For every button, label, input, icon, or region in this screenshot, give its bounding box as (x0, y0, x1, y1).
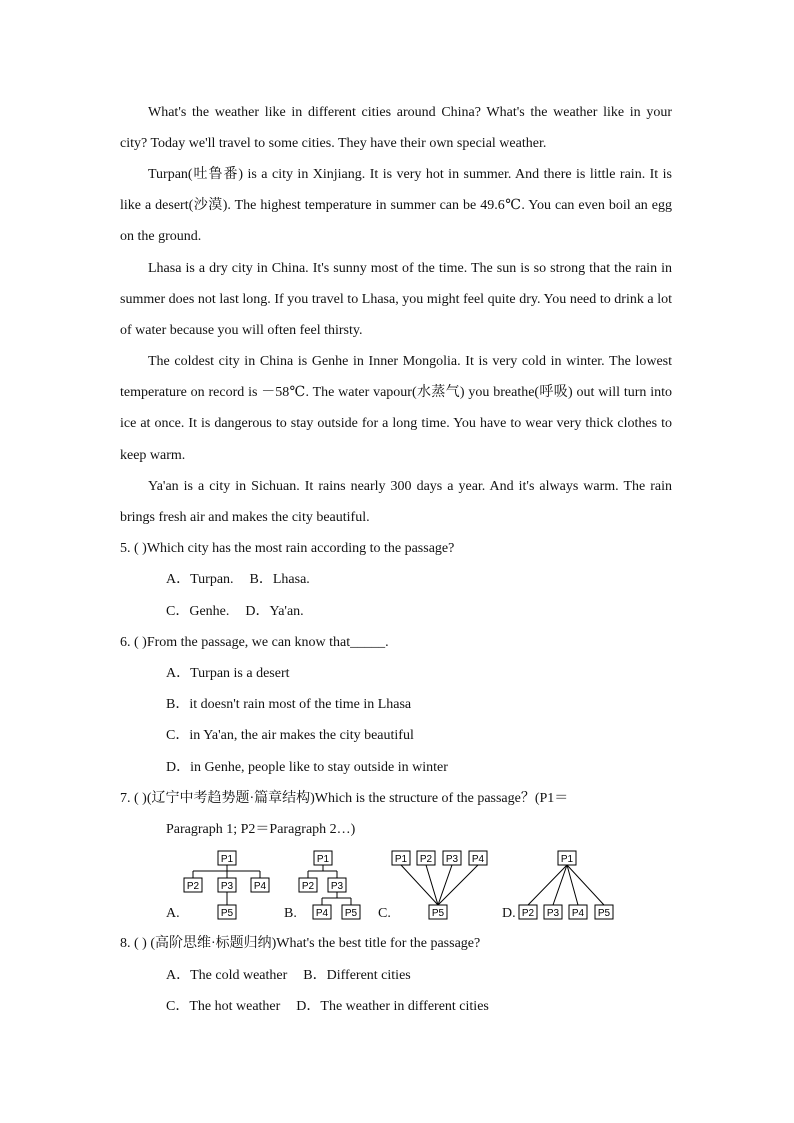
diagram-c-label-p2: P2 (419, 854, 433, 865)
diagram-b-label-p3: P3 (330, 881, 344, 892)
question-8-options-row-1 (166, 966, 427, 986)
structure-diagram-svg (166, 844, 626, 926)
question-7-option-c-label[interactable]: C. (378, 906, 391, 921)
diagram-a-label-p5: P5 (220, 908, 234, 919)
diagram-option-a[interactable] (184, 851, 269, 919)
diagram-c-link (438, 865, 478, 905)
diagram-c-label-p3: P3 (445, 854, 459, 865)
passage-paragraph-3: Lhasa is a dry city in China. It's sunny most of the time. The sun is so strong that the rain in summer does not last long. If you travel to Lhasa, you might feel quite dry. You need to drink a lot of water because you will often feel thirsty. (120, 261, 672, 339)
diagram-option-c[interactable] (392, 851, 487, 919)
diagram-b-label-p4: P4 (315, 908, 329, 919)
question-7-option-d-label[interactable]: D. (502, 906, 516, 921)
diagram-c-label-p1: P1 (394, 854, 408, 865)
question-8-options-row-2 (166, 997, 505, 1017)
diagram-c-label-p4: P4 (471, 854, 485, 865)
question-6-option-a[interactable]: A．Turpan is a desert (166, 666, 290, 681)
question-8-stem: 8. ( ) (高阶思维·标题归纳)What's the best title for the passage? (120, 936, 481, 951)
question-5-option-d[interactable]: D．Ya'an. (245, 604, 304, 619)
passage-paragraph-1: What's the weather like in different cities around China? What's the weather like in your city? Today we'll travel to some cities. They have their own special weather. (120, 105, 672, 152)
question-6-option-b[interactable]: B．it doesn't rain most of the time in Lhasa (166, 697, 412, 712)
diagram-d-link (528, 865, 567, 905)
diagram-d-link (553, 865, 567, 905)
diagram-d-label-p1: P1 (560, 854, 574, 865)
diagram-d-label-p5: P5 (597, 908, 611, 919)
question-7-option-a-label[interactable]: A. (166, 906, 180, 921)
question-5-options-row-1 (166, 570, 326, 590)
question-5-option-b[interactable]: B．Lhasa. (249, 572, 310, 587)
question-8-option-c[interactable]: C．The hot weather (166, 999, 281, 1014)
passage-paragraph-5: Ya'an is a city in Sichuan. It rains nearly 300 days a year. And it's always warm. The rain brings fresh air and makes the city beautiful. (120, 479, 672, 526)
diagram-a-label-p3: P3 (220, 881, 234, 892)
structure-diagrams (166, 844, 626, 926)
question-8-option-d[interactable]: D．The weather in different cities (296, 999, 489, 1014)
diagram-c-link (438, 865, 452, 905)
question-7-stem-continued: Paragraph 1; P2＝Paragraph 2…) (166, 822, 356, 837)
question-6-option-c[interactable]: C．in Ya'an, the air makes the city beautiful (166, 728, 414, 743)
passage-paragraph-2: Turpan(吐鲁番) is a city in Xinjiang. It is very hot in summer. And there is little rain. It is like a desert(沙漠). The highest temperature in summer can be 49.6℃. You can even boil an egg on the ground. (120, 167, 672, 245)
passage-paragraph-4: The coldest city in China is Genhe in Inner Mongolia. It is very cold in winter. The lowest temperature on record is －58℃. The water vapour(水蒸气) you breathe(呼吸) out will turn into ice at once. It is dangerous to stay outside for a long time. You have to wear very thick clothes to keep warm. (120, 354, 672, 463)
diagram-b-label-p5: P5 (344, 908, 358, 919)
diagram-a-label-p2: P2 (186, 881, 200, 892)
question-7-stem: 7. ( )(辽宁中考趋势题·篇章结构)Which is the structure of the passage？(P1＝ (120, 791, 569, 806)
question-5-options-row-2 (166, 602, 320, 622)
question-6-option-d[interactable]: D．in Genhe, people like to stay outside in winter (166, 760, 448, 775)
diagram-a-label-p1: P1 (220, 854, 234, 865)
question-6-stem: 6. ( )From the passage, we can know that_____. (120, 635, 389, 650)
question-7-option-b-label[interactable]: B. (284, 906, 297, 921)
question-5-stem: 5. ( )Which city has the most rain according to the passage? (120, 541, 455, 556)
diagram-b-label-p1: P1 (316, 854, 330, 865)
diagram-c-label-p5: P5 (431, 908, 445, 919)
diagram-b-label-p2: P2 (301, 881, 315, 892)
diagram-d-label-p4: P4 (571, 908, 585, 919)
diagram-option-d[interactable] (519, 851, 613, 919)
question-5-option-c[interactable]: C．Genhe. (166, 604, 230, 619)
diagram-d-label-p2: P2 (521, 908, 535, 919)
question-8-option-b[interactable]: B．Different cities (303, 968, 411, 983)
question-8-option-a[interactable]: A．The cold weather (166, 968, 288, 983)
diagram-a-label-p4: P4 (253, 881, 267, 892)
question-5-option-a[interactable]: A．Turpan. (166, 572, 234, 587)
diagram-d-label-p3: P3 (546, 908, 560, 919)
diagram-option-b[interactable] (299, 851, 360, 919)
